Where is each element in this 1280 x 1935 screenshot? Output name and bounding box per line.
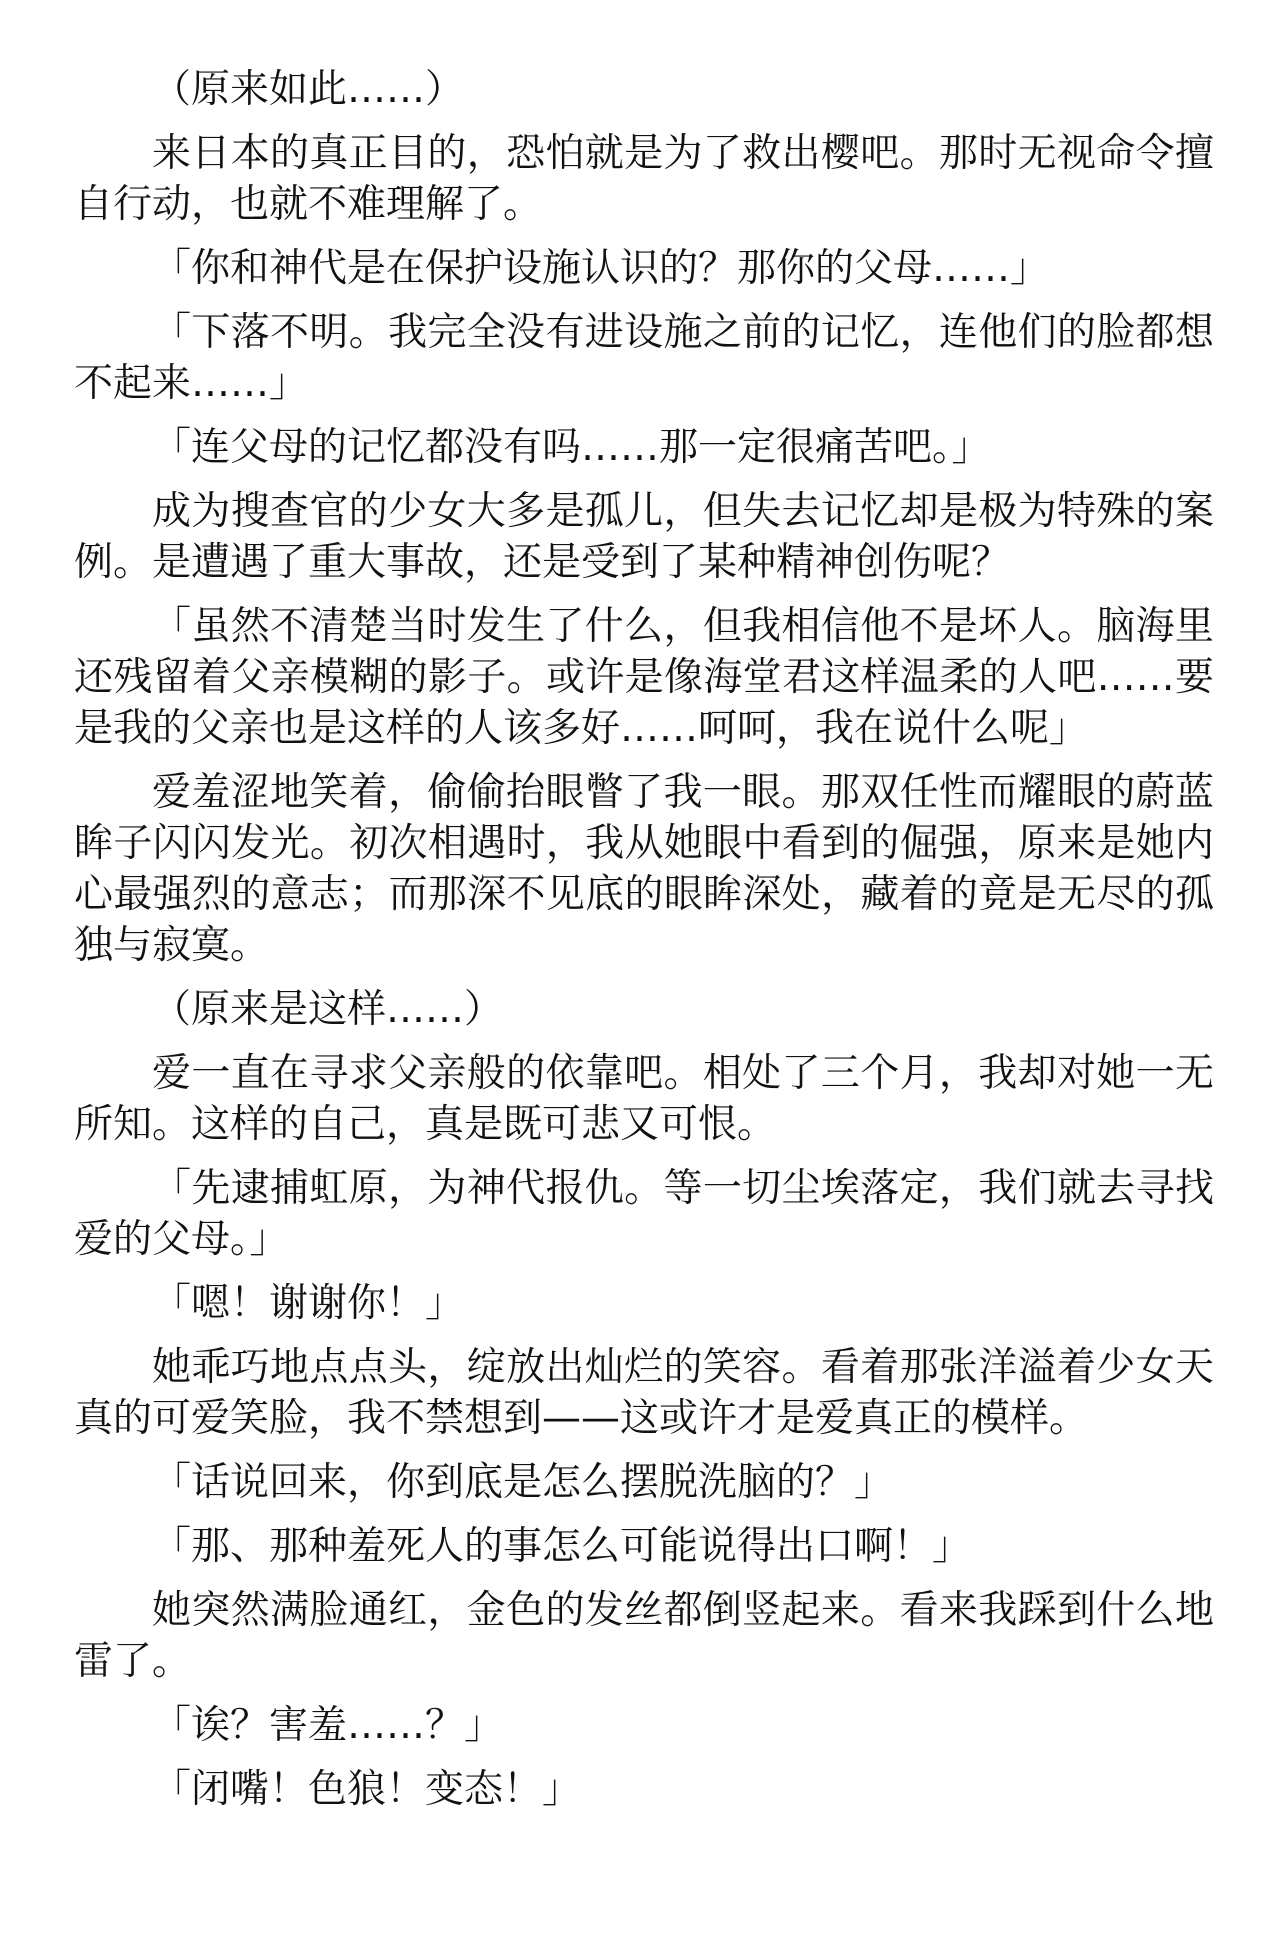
paragraph: 来日本的真正目的，恐怕就是为了救出樱吧。那时无视命令擅自行动，也就不难理解了。 <box>74 131 1214 227</box>
paragraph: 爱羞涩地笑着，偷偷抬眼瞥了我一眼。那双任性而耀眼的蔚蓝眸子闪闪发光。初次相遇时，我从她眼中看到的倔强，原来是她内心最强烈的意志；而那深不见底的眼眸深处，藏着的竟是无尽的孤独与寂寞。 <box>74 770 1214 968</box>
paragraph: 她突然满脸通红，金色的发丝都倒竖起来。看来我踩到什么地雷了。 <box>74 1588 1214 1684</box>
text-page <box>74 64 1214 1828</box>
paragraph: （原来如此……） <box>152 67 465 112</box>
paragraph: 「嗯！谢谢你！」 <box>152 1281 465 1326</box>
paragraph: 成为搜查官的少女大多是孤儿，但失去记忆却是极为特殊的案例。是遭遇了重大事故，还是受到了某种精神创伤呢？ <box>74 489 1214 585</box>
paragraph: 「下落不明。我完全没有进设施之前的记忆，连他们的脸都想不起来……」 <box>74 310 1214 406</box>
paragraph: 「诶？害羞……？」 <box>152 1703 504 1748</box>
paragraph: 「连父母的记忆都没有吗……那一定很痛苦吧。」 <box>152 425 991 470</box>
paragraph: （原来是这样……） <box>152 987 504 1032</box>
paragraph: 「先逮捕虹原，为神代报仇。等一切尘埃落定，我们就去寻找爱的父母。」 <box>74 1166 1214 1262</box>
paragraph: 「那、那种羞死人的事怎么可能说得出口啊！」 <box>152 1524 972 1569</box>
paragraph: 「话说回来，你到底是怎么摆脱洗脑的？」 <box>152 1460 894 1505</box>
paragraph: 她乖巧地点点头，绽放出灿烂的笑容。看着那张洋溢着少女天真的可爱笑脸，我不禁想到——这或许才是爱真正的模样。 <box>74 1345 1214 1441</box>
paragraph: 「你和神代是在保护设施认识的？那你的父母……」 <box>152 246 1050 291</box>
paragraph: 爱一直在寻求父亲般的依靠吧。相处了三个月，我却对她一无所知。这样的自己，真是既可悲又可恨。 <box>74 1051 1214 1147</box>
paragraph: 「闭嘴！色狼！变态！」 <box>152 1767 582 1812</box>
paragraph: 「虽然不清楚当时发生了什么，但我相信他不是坏人。脑海里还残留着父亲模糊的影子。或许是像海堂君这样温柔的人吧……要是我的父亲也是这样的人该多好……呵呵，我在说什么呢」 <box>74 604 1214 751</box>
